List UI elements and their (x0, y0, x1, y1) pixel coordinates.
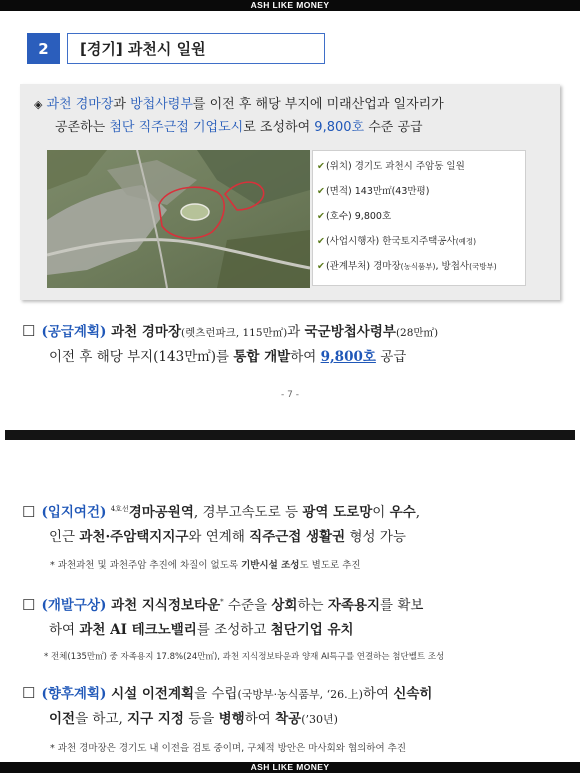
info-ministry-separator: , (435, 261, 442, 272)
superscript: 4호선 (110, 505, 129, 513)
text-span: 자족용지 (327, 597, 380, 614)
checkbox-bullet-icon: ☐ (22, 322, 36, 340)
location-line-1 (22, 497, 567, 525)
section-heading (27, 33, 325, 64)
summary-text-span: 과 (113, 97, 131, 112)
text-span: 도 별도로 추진 (299, 560, 361, 571)
text-span: 하여 (49, 621, 80, 638)
supply-plan-key: (공급계획) (41, 324, 107, 340)
text-span: 과 (287, 324, 305, 340)
text-span: 시설 이전계획 (106, 686, 195, 702)
location-paragraph (22, 497, 567, 549)
text-span: 과천 경마장 (106, 324, 182, 340)
text-span: 상회 (271, 597, 298, 614)
summary-text-span: 로 조성하여 (243, 120, 315, 135)
check-icon: ✔ (317, 261, 325, 272)
text-span: 광역 도로망 (302, 504, 373, 521)
text-span: 직주근접 생활권 (249, 528, 346, 545)
text-span: * 과천과천 및 과천주암 추진에 차질이 없도록 (50, 560, 242, 571)
supply-plan-paragraph (22, 319, 567, 369)
text-span: (28만㎡) (395, 327, 439, 339)
text-span: 하여 (244, 711, 276, 727)
text-span: 이 (372, 504, 390, 521)
info-ministry-2-note: (국방부) (469, 262, 497, 271)
future-plan-footnote: * 과천 경마장은 경기도 내 이전을 검토 중이며, 구체적 방안은 마사회와 협의하여 추진 (50, 743, 407, 754)
text-span: 수준을 (223, 597, 272, 614)
info-area (317, 179, 525, 204)
info-location (317, 154, 525, 179)
text-span: 과천·주암택지지구 (79, 528, 189, 545)
summary-text-span: 경마장 (75, 97, 114, 112)
text-span: 첨단기업 유치 (270, 621, 354, 638)
diamond-bullet-icon: ◈ (34, 98, 43, 111)
text-span: 병행 (218, 711, 245, 727)
future-plan-paragraph (22, 681, 567, 732)
info-area-text: (면적) 143만㎡(43만평) (325, 186, 430, 197)
info-ministry-1-note: (농식품부) (400, 262, 436, 271)
text-span: 기반시설 조성 (241, 560, 300, 571)
check-icon: ✔ (317, 186, 325, 197)
summary-text-span: 9,800호 (314, 120, 365, 135)
text-span: 을 하고, (75, 711, 128, 727)
project-info-box (312, 150, 526, 286)
location-footnote (50, 557, 361, 571)
development-footnote: * 전체(135만㎡) 중 자족용지 17.8%(24만㎡), 과천 지식정보타운과 양재 AI특구를 연결하는 첨단벨트 조성 (44, 652, 445, 662)
checkbox-bullet-icon: ☐ (22, 684, 36, 702)
supply-plan-line-2 (22, 345, 567, 369)
summary-line-1 (34, 93, 554, 116)
check-icon: ✔ (317, 236, 325, 247)
text-span: 하는 (297, 597, 328, 614)
info-units (317, 204, 525, 229)
info-units-text: (호수) 9,800호 (325, 211, 392, 222)
supply-plan-line-1 (22, 319, 567, 345)
text-span: 국군방첩사령부 (304, 324, 396, 340)
text-span: 을 수립 (194, 686, 238, 702)
section-title: [경기] 과천시 일원 (67, 33, 325, 64)
text-span: (국방부·농식품부, ‘26.上) (237, 688, 363, 701)
check-icon: ✔ (317, 211, 325, 222)
future-plan-line-1 (22, 681, 567, 707)
footer-banner: ASH LIKE MONEY (0, 762, 580, 773)
aerial-site-photo (47, 150, 310, 288)
check-icon: ✔ (317, 161, 325, 172)
text-span: 를 확보 (380, 597, 424, 614)
text-span: , (415, 504, 420, 521)
info-operator-text: (사업시행자) 한국토지주택공사 (325, 236, 456, 247)
text-span: 통합 개발 (233, 349, 291, 365)
text-span: , 경부고속도로 등 (193, 504, 303, 521)
text-span: (’30년) (301, 713, 338, 726)
summary-text-span: 과천 (46, 97, 76, 112)
text-span: 이전 후 해당 부지(143만㎡)를 (49, 349, 234, 365)
text-span: 경마공원역 (128, 504, 194, 521)
superscript: * (220, 598, 224, 606)
text-span: 공급 (375, 349, 407, 365)
location-key: (입지여건) (41, 504, 107, 521)
summary-text-span: 공존하는 (55, 120, 110, 135)
info-ministries (317, 254, 525, 279)
development-key: (개발구상) (41, 597, 107, 614)
text-span: 지구 지정 (127, 711, 184, 727)
info-ministry-1: 경마장 (373, 261, 401, 272)
summary-line-2 (34, 116, 554, 139)
future-plan-key: (향후계획) (41, 686, 107, 702)
development-line-1 (22, 590, 567, 618)
text-span: 착공 (275, 711, 302, 727)
info-location-text: (위치) 경기도 과천시 주암동 일원 (325, 161, 465, 172)
info-ministries-label: (관계부처) (325, 261, 374, 272)
checkbox-bullet-icon: ☐ (22, 502, 36, 521)
text-span: 신속히 (393, 686, 433, 702)
page-number: - 7 - (281, 390, 299, 400)
text-span: 형성 가능 (345, 528, 406, 545)
development-line-2 (22, 618, 567, 642)
future-plan-line-2 (22, 707, 567, 732)
info-operator (317, 229, 525, 254)
text-span: 와 연계해 (188, 528, 250, 545)
text-span: 하여 (290, 349, 321, 365)
summary-text (34, 93, 554, 139)
text-span: 우수 (389, 504, 416, 521)
text-span: 이전 (49, 711, 76, 727)
text-span: 를 조성하고 (196, 621, 271, 638)
development-paragraph (22, 590, 567, 642)
page-break-bar (5, 430, 575, 440)
text-span: 하여 (362, 686, 394, 702)
text-span: 과천 지식정보타운 (106, 597, 221, 614)
summary-box (20, 84, 560, 300)
summary-text-span: 첨단 직주근접 기업도시 (109, 120, 244, 135)
text-span: (렛츠런파크, 115만㎡) (181, 327, 288, 339)
header-banner: ASH LIKE MONEY (0, 0, 580, 11)
info-ministry-2: 방첩사 (441, 261, 470, 272)
section-number: 2 (27, 33, 60, 64)
text-span: 9,800호 (320, 349, 376, 365)
summary-text-span: 방첩사령부 (130, 97, 193, 112)
location-line-2 (22, 525, 567, 549)
text-span: 과천 AI 테크노밸리 (79, 621, 197, 638)
info-operator-note: (예정) (455, 237, 477, 246)
text-span: 등을 (183, 711, 219, 727)
summary-text-span: 를 이전 후 해당 부지에 미래산업과 일자리가 (192, 97, 444, 112)
text-span: 인근 (49, 528, 80, 545)
summary-text-span: 수준 공급 (364, 120, 423, 135)
checkbox-bullet-icon: ☐ (22, 595, 36, 614)
